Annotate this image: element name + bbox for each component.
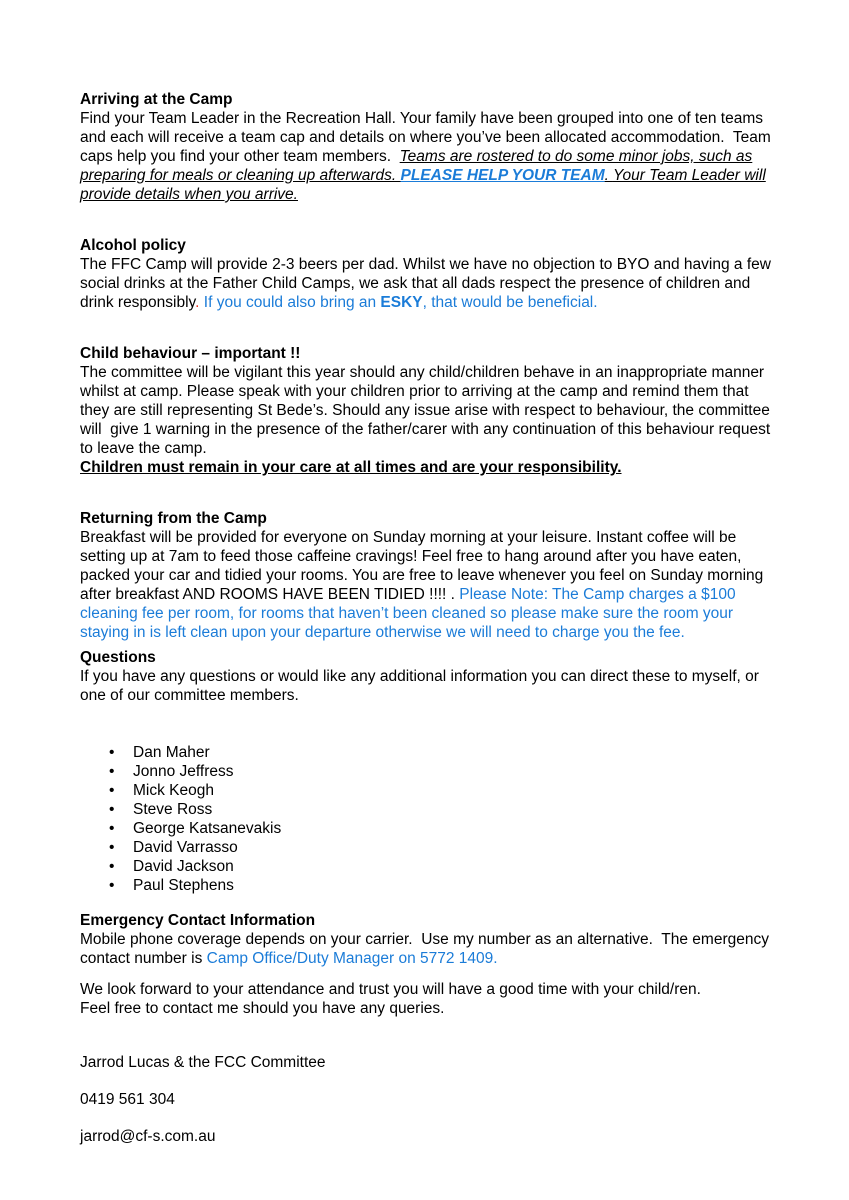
text-segment: and each will receive a team cap and details on where you’ve been allocated accommodation. Team: [80, 129, 771, 146]
text-segment: Children must remain in your care at all times and are your responsibility.: [80, 459, 622, 476]
text-segment: whilst at camp. Please speak with your children prior to arriving at the camp and remind them that: [80, 383, 749, 400]
text-line: [80, 293, 781, 312]
section-heading: Arriving at the Camp: [80, 91, 233, 108]
text-segment: If you have any questions or would like any additional information you can direct these to myself, or: [80, 668, 759, 685]
committee-member-name: Jonno Jeffress: [133, 763, 234, 780]
bullet-icon: •: [109, 801, 115, 818]
bullet-icon: •: [109, 820, 115, 837]
signature-phone: 0419 561 304: [80, 1091, 175, 1108]
section-paragraph: [80, 109, 781, 204]
text-segment: .: [604, 167, 613, 184]
committee-member-name: Paul Stephens: [133, 877, 234, 894]
text-line: [80, 128, 781, 147]
text-line: [80, 999, 781, 1018]
bullet-icon: •: [109, 839, 115, 856]
text-line: [80, 528, 781, 547]
text-segment: Find your Team Leader in the Recreation Hall. Your family have been grouped into one of ten teams: [80, 110, 763, 127]
committee-member-name: George Katsanevakis: [133, 820, 282, 837]
section-paragraph: [80, 930, 781, 968]
text-segment: cleaning fee per room, for rooms that haven’t been cleaned so please make sure the room your: [80, 605, 734, 622]
section-arriving-at-the-camp: [80, 90, 781, 204]
committee-member-item: [80, 857, 781, 876]
text-segment: they are still representing St Bede’s. Should any issue arise with respect to behaviour, the committee: [80, 402, 770, 419]
text-line: [80, 585, 781, 604]
text-segment: Please Note: The Camp charges a $100: [459, 586, 736, 603]
text-segment: one of our committee members.: [80, 687, 299, 704]
section-questions: [80, 648, 781, 705]
text-segment: We look forward to your attendance and trust you will have a good time with your child/ren.: [80, 981, 701, 998]
committee-member-name: David Jackson: [133, 858, 234, 875]
text-segment: drink responsibly: [80, 294, 196, 311]
section-heading: Child behaviour – important !!: [80, 345, 301, 362]
section-returning-from-camp: [80, 509, 781, 642]
section-paragraph: [80, 528, 781, 642]
closing-paragraph: [80, 980, 781, 1018]
committee-member-name: Mick Keogh: [133, 782, 214, 799]
text-line: [80, 686, 781, 705]
text-line: [80, 274, 781, 293]
text-line: [80, 439, 781, 458]
text-line: [80, 401, 781, 420]
text-line: [80, 623, 781, 642]
signature-block: [80, 1053, 781, 1146]
text-line: [80, 147, 781, 166]
text-segment: to leave the camp.: [80, 440, 207, 457]
section-alcohol-policy: [80, 236, 781, 312]
section-heading: Alcohol policy: [80, 237, 186, 254]
text-line: [80, 382, 781, 401]
text-segment: preparing for meals or cleaning up afterwards.: [80, 167, 401, 184]
text-segment: If you could also bring an: [203, 294, 381, 311]
text-segment: after breakfast AND ROOMS HAVE BEEN TIDIED !!!! .: [80, 586, 460, 603]
text-line: [80, 667, 781, 686]
text-segment: Camp Office/Duty Manager on 5772 1409.: [206, 950, 498, 967]
bullet-icon: •: [109, 877, 115, 894]
committee-member-item: [80, 819, 781, 838]
text-line: [80, 566, 781, 585]
committee-member-item: [80, 743, 781, 762]
section-heading: Emergency Contact Information: [80, 912, 316, 929]
text-line: [80, 930, 781, 949]
committee-member-name: David Varrasso: [133, 839, 238, 856]
signature-email: jarrod@cf-s.com.au: [80, 1128, 216, 1145]
bullet-icon: •: [109, 858, 115, 875]
text-segment: Your Team Leader will: [612, 167, 766, 184]
text-line: [80, 185, 781, 204]
text-segment: setting up at 7am to feed those caffeine cravings! Feel free to hang around after you have eaten,: [80, 548, 742, 565]
text-line: [80, 980, 781, 999]
text-segment: Breakfast will be provided for everyone on Sunday morning at your leisure. Instant coffee will be: [80, 529, 737, 546]
text-line: [80, 949, 781, 968]
text-line: [80, 420, 781, 439]
text-segment: The committee will be vigilant this year should any child/children behave in an inappropriate manner: [80, 364, 765, 381]
text-segment: will give 1 warning in the presence of the father/carer with any continuation of this behaviour request: [80, 421, 771, 438]
bullet-icon: •: [109, 763, 115, 780]
committee-member-item: [80, 800, 781, 819]
text-segment: ESKY: [380, 294, 423, 311]
signature-name: Jarrod Lucas & the FCC Committee: [80, 1054, 326, 1071]
section-paragraph: [80, 363, 781, 477]
committee-member-name: Dan Maher: [133, 744, 210, 761]
text-line: [80, 363, 781, 382]
section-emergency-contact: [80, 911, 781, 968]
text-segment: social drinks at the Father Child Camps, we ask that all dads respect the presence of children and: [80, 275, 751, 292]
committee-member-item: [80, 781, 781, 800]
text-segment: Feel free to contact me should you have any queries.: [80, 1000, 445, 1017]
text-segment: packed your car and tidied your rooms. You are free to leave whenever you feel on Sunday morning: [80, 567, 764, 584]
text-segment: .: [195, 294, 200, 311]
section-paragraph: [80, 255, 781, 312]
text-line: [80, 166, 781, 185]
text-segment: Mobile phone coverage depends on your carrier. Use my number as an alternative. The emergency: [80, 931, 769, 948]
text-line: [80, 547, 781, 566]
section-heading: Questions: [80, 649, 156, 666]
bullet-icon: •: [109, 782, 115, 799]
section-paragraph: [80, 667, 781, 705]
text-segment: staying in is left clean upon your departure otherwise we will need to charge you the fee.: [80, 624, 685, 641]
committee-member-name: Steve Ross: [133, 801, 213, 818]
text-line: [80, 604, 781, 623]
text-segment: The FFC Camp will provide 2-3 beers per dad. Whilst we have no objection to BYO and having a few: [80, 256, 771, 273]
committee-member-list: [80, 743, 781, 895]
text-segment: provide details when you arrive.: [80, 186, 298, 203]
committee-member-item: [80, 762, 781, 781]
bullet-icon: •: [109, 744, 115, 761]
section-heading: Returning from the Camp: [80, 510, 267, 527]
text-segment: PLEASE HELP YOUR TEAM: [400, 167, 605, 184]
text-segment: caps help you find your other team members.: [80, 148, 400, 165]
text-segment: , that would be beneficial.: [422, 294, 598, 311]
text-line: [80, 458, 781, 477]
text-line: [80, 109, 781, 128]
text-line: [80, 255, 781, 274]
committee-member-item: [80, 876, 781, 895]
text-segment: contact number is: [80, 950, 207, 967]
text-segment: Teams are rostered to do some minor jobs, such as: [399, 148, 753, 165]
section-child-behaviour: [80, 344, 781, 477]
committee-member-item: [80, 838, 781, 857]
